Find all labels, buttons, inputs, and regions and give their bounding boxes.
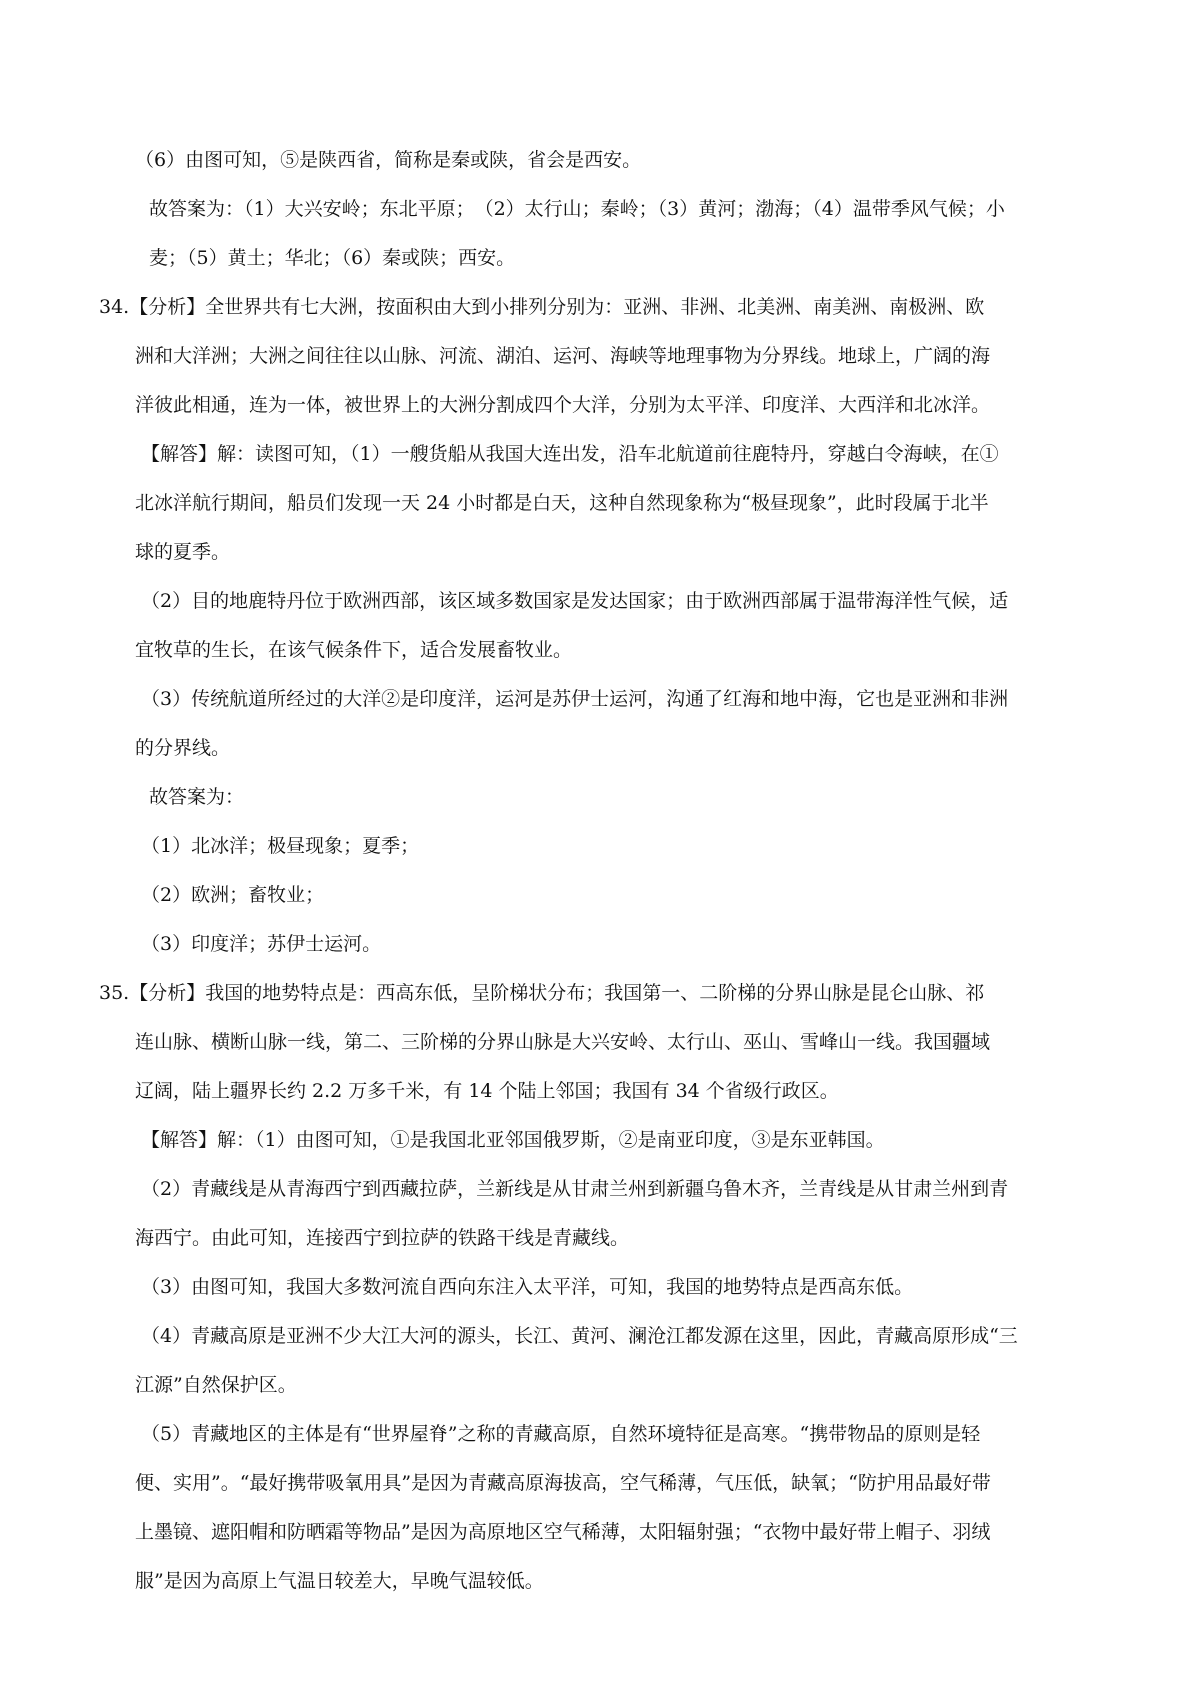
text-line: 洲和大洋洲；大洲之间往往以山脉、河流、湖泊、运河、海峡等地理事物为分界线。地球上，广阔的海 (135, 345, 991, 367)
text-line: 北冰洋航行期间，船员们发现一天 24 小时都是白天，这种自然现象称为“极昼现象”，此时段属于北半 (135, 492, 989, 514)
text-line: （6）由图可知，⑤是陕西省，简称是秦或陕，省会是西安。 (135, 149, 642, 171)
text-line: （3）印度洋；苏伊士运河。 (141, 933, 382, 955)
text-line: 洋彼此相通，连为一体，被世界上的大洲分割成四个大洋，分别为太平洋、印度洋、大西洋和北冰洋。 (135, 394, 991, 416)
text-line: （3）传统航道所经过的大洋②是印度洋，运河是苏伊士运河，沟通了红海和地中海，它也是亚洲和非洲 (141, 688, 1009, 710)
text-line: 【解答】解：读图可知，（1）一艘货船从我国大连出发，沿车北航道前往鹿特丹，穿越白令海峡，在① (141, 443, 999, 465)
question-35-header: 35.【分析】我国的地势特点是：西高东低，呈阶梯状分布；我国第一、二阶梯的分界山脉是昆仑山脉、祁 (99, 982, 985, 1004)
text-line: 【解答】解：（1）由图可知，①是我国北亚邻国俄罗斯，②是南亚印度，③是东亚韩国。 (141, 1129, 885, 1151)
text-line: 连山脉、横断山脉一线，第二、三阶梯的分界山脉是大兴安岭、太行山、巫山、雪峰山一线。我国疆域 (135, 1031, 991, 1053)
text-line: 故答案为：（1）大兴安岭；东北平原； （2）太行山；秦岭；（3）黄河；渤海；（4）温带季风气候；小 (149, 198, 1005, 220)
text-line: 便、实用”。“最好携带吸氧用具”是因为青藏高原海拔高，空气稀薄，气压低，缺氧；“防护用品最好带 (135, 1472, 991, 1494)
text-line: 的分界线。 (135, 737, 231, 759)
text-line: 麦；（5）黄土；华北；（6）秦或陕；西安。 (149, 247, 516, 269)
text-line: 宜牧草的生长，在该气候条件下，适合发展畜牧业。 (135, 639, 573, 661)
text-line: （1）北冰洋；极昼现象；夏季； (141, 835, 420, 857)
text-line: 江源”自然保护区。 (135, 1374, 297, 1396)
text-line: 球的夏季。 (135, 541, 231, 563)
question-34-header: 34.【分析】全世界共有七大洲，按面积由大到小排列分别为：亚洲、非洲、北美洲、南美洲、南极洲、欧 (99, 296, 985, 318)
text-line: 服”是因为高原上气温日较差大，早晚气温较低。 (135, 1570, 544, 1592)
text-line: 辽阔，陆上疆界长约 2.2 万多千米，有 14 个陆上邻国；我国有 34 个省级行政区。 (135, 1080, 839, 1102)
text-line: （2）欧洲；畜牧业； (141, 884, 325, 906)
text-line: （2）目的地鹿特丹位于欧洲西部，该区域多数国家是发达国家；由于欧洲西部属于温带海洋性气候，适 (141, 590, 1009, 612)
text-line: 故答案为： (149, 786, 245, 808)
text-line: （4）青藏高原是亚洲不少大江大河的源头，长江、黄河、澜沧江都发源在这里，因此，青藏高原形成“三 (141, 1325, 1018, 1347)
text-line: （5）青藏地区的主体是有“世界屋脊”之称的青藏高原，自然环境特征是高寒。“携带物品的原则是轻 (141, 1423, 981, 1445)
text-line: 海西宁。由此可知，连接西宁到拉萨的铁路干线是青藏线。 (135, 1227, 630, 1249)
text-line: 上墨镜、遮阳帽和防晒霜等物品”是因为高原地区空气稀薄，太阳辐射强；“衣物中最好带上帽子、羽绒 (135, 1521, 991, 1543)
text-line: （3）由图可知，我国大多数河流自西向东注入太平洋，可知，我国的地势特点是西高东低。 (141, 1276, 914, 1298)
text-line: （2）青藏线是从青海西宁到西藏拉萨，兰新线是从甘肃兰州到新疆乌鲁木齐，兰青线是从甘肃兰州到青 (141, 1178, 1009, 1200)
